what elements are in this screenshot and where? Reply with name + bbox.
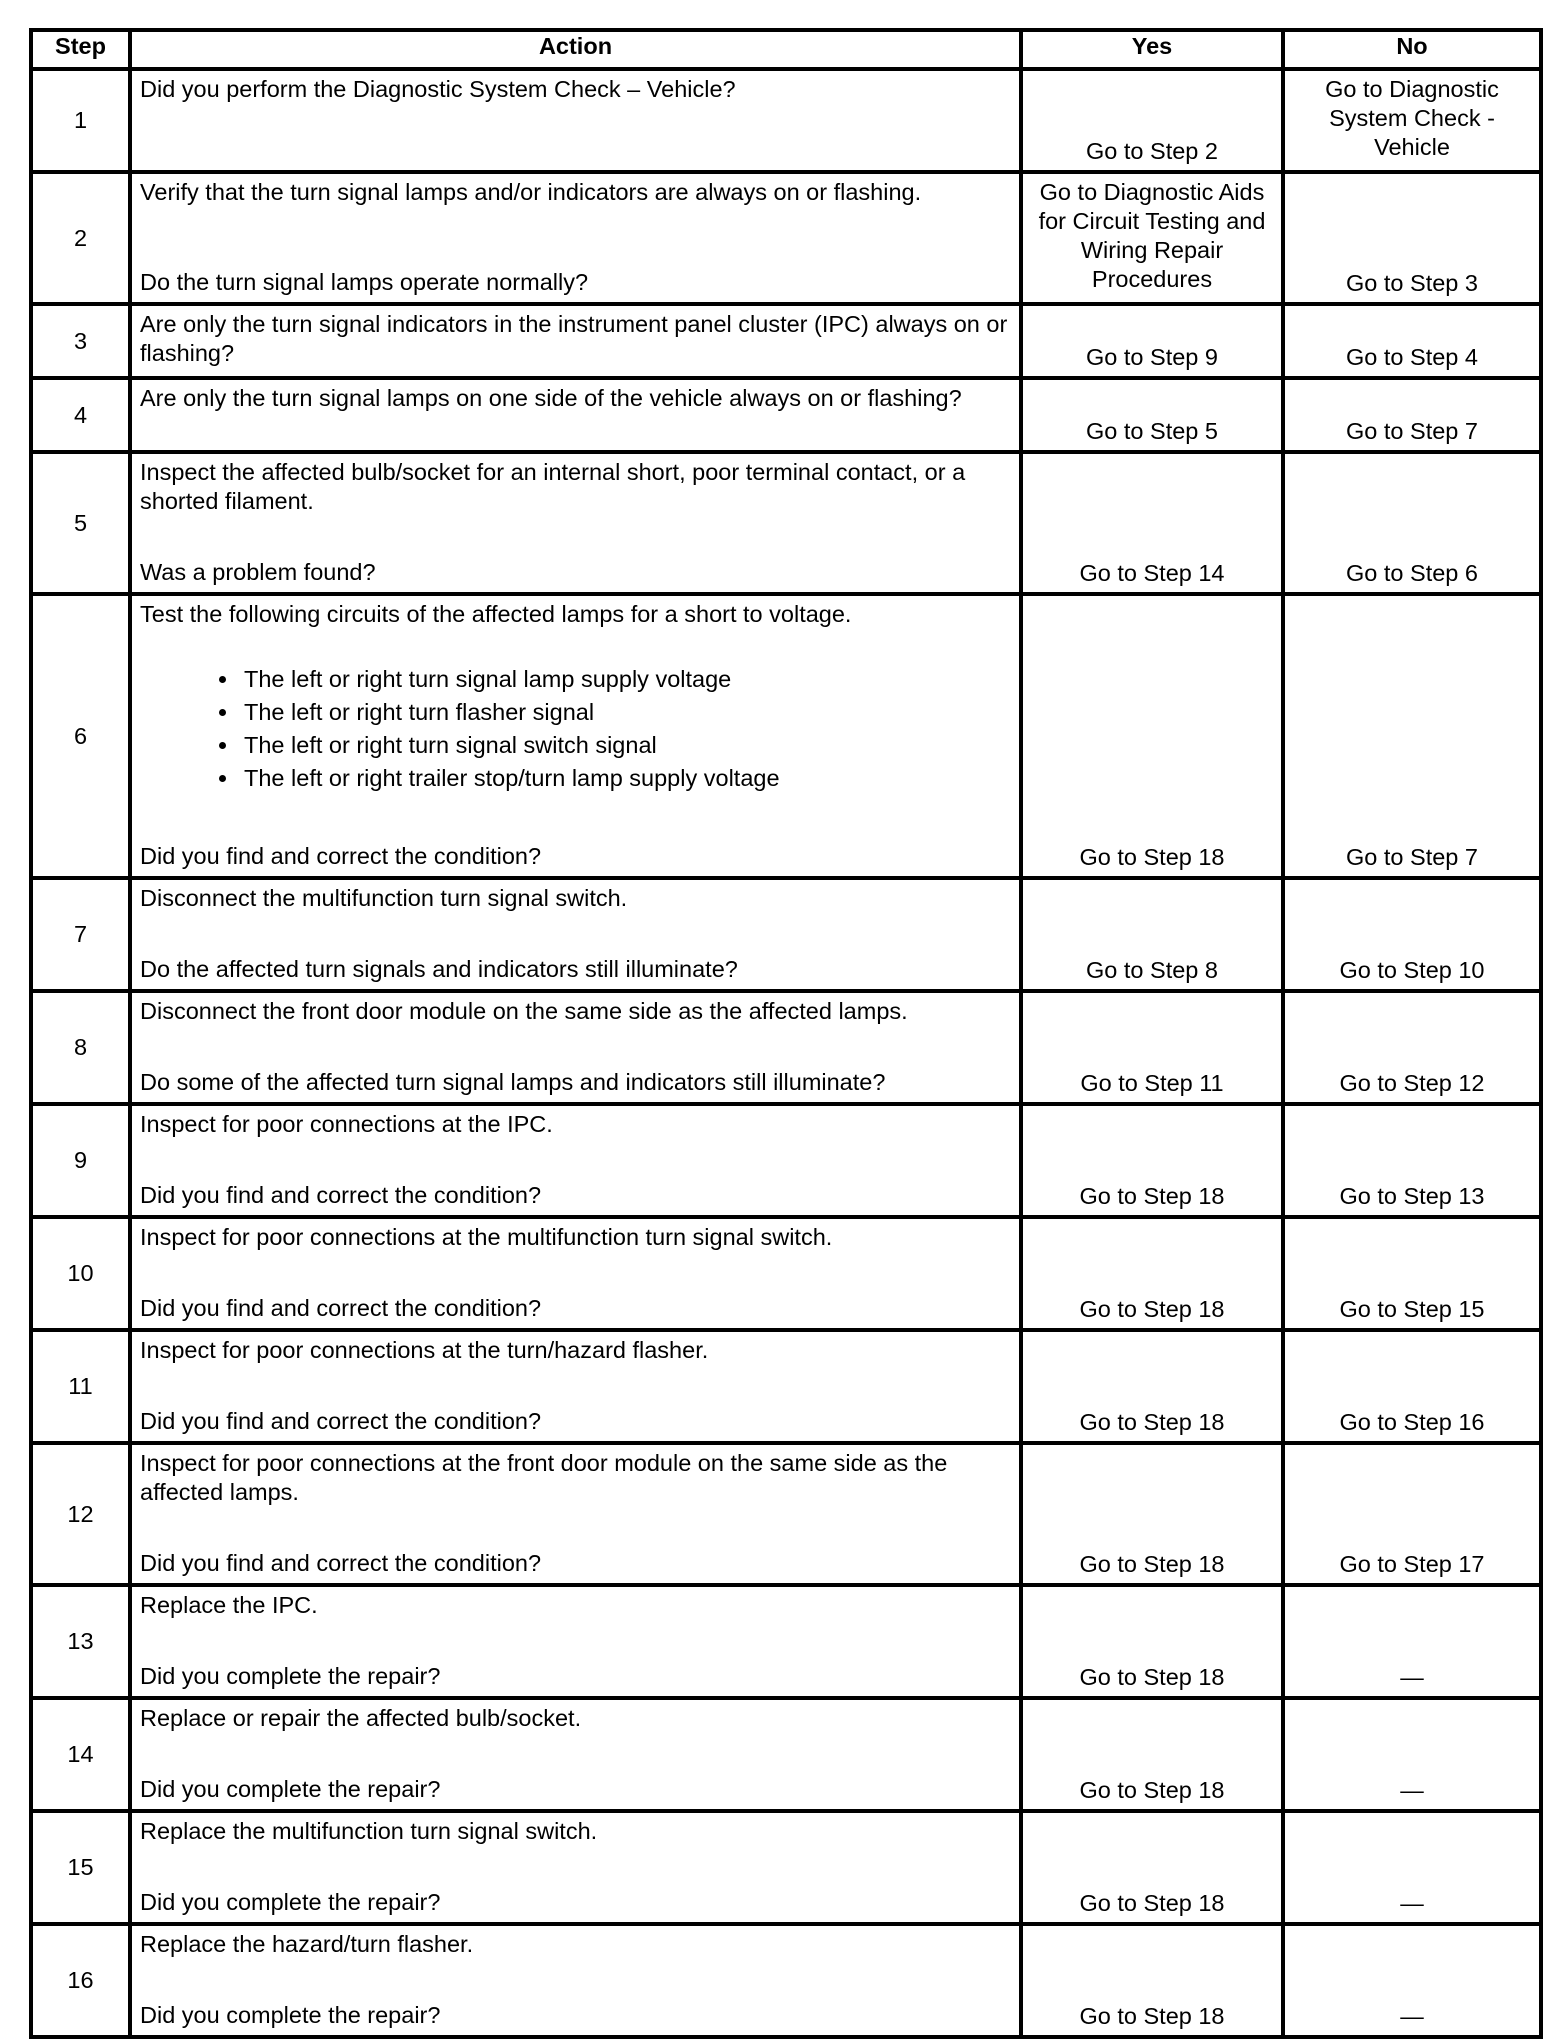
list-item: • The left or right turn signal lamp supply voltage [240, 665, 1011, 694]
action-question: Did you complete the repair? [140, 2002, 441, 2028]
step-number: 8 [31, 991, 130, 1104]
step-number: 10 [31, 1217, 130, 1330]
action-cell [130, 1217, 1021, 1330]
no-outcome: Go to Step 16 [1339, 1409, 1485, 1435]
table-row [31, 878, 1541, 991]
step-number: 15 [31, 1811, 130, 1924]
no-cell [1283, 304, 1541, 378]
no-outcome: — [1400, 1777, 1424, 1803]
action-text: Are only the turn signal lamps on one side of the vehicle always on or flashing? [140, 385, 962, 411]
header-no: No [1283, 30, 1541, 69]
yes-outcome: Go to Step 18 [1079, 844, 1225, 870]
yes-outcome: Go to Step 11 [1080, 1070, 1224, 1096]
no-outcome: Go to Step 7 [1346, 418, 1478, 444]
yes-cell [1021, 378, 1283, 452]
action-text: Disconnect the multifunction turn signal switch. [140, 885, 628, 911]
action-question: Did you complete the repair? [140, 1776, 441, 1802]
yes-outcome: Go to Step 2 [1086, 138, 1218, 164]
action-cell [130, 1585, 1021, 1698]
yes-cell [1021, 69, 1283, 172]
yes-cell [1021, 172, 1283, 304]
yes-outcome: Go to Step 18 [1079, 1409, 1225, 1435]
table-row [31, 378, 1541, 452]
no-outcome: — [1400, 1890, 1424, 1916]
yes-outcome: Go to Step 18 [1079, 2003, 1225, 2029]
yes-outcome: Go to Step 14 [1079, 560, 1225, 586]
table-row [31, 594, 1541, 878]
action-text: Inspect for poor connections at the turn/hazard flasher. [140, 1337, 709, 1363]
no-outcome: Go to Diagnostic System Check - Vehicle [1325, 76, 1499, 160]
no-outcome: — [1400, 2003, 1424, 2029]
table-row [31, 1104, 1541, 1217]
action-text: Inspect for poor connections at the front door module on the same side as the affected lamps. [140, 1450, 948, 1505]
action-question: Did you find and correct the condition? [140, 1550, 542, 1576]
list-item: • The left or right turn signal switch signal [240, 731, 1011, 760]
yes-cell [1021, 991, 1283, 1104]
step-number: 3 [31, 304, 130, 378]
no-cell [1283, 1217, 1541, 1330]
yes-cell [1021, 452, 1283, 594]
table-row [31, 69, 1541, 172]
yes-cell [1021, 878, 1283, 991]
list-item: • The left or right trailer stop/turn lamp supply voltage [240, 764, 1011, 793]
no-cell [1283, 1104, 1541, 1217]
table-row [31, 1443, 1541, 1585]
action-question: Did you find and correct the condition? [140, 1408, 542, 1434]
no-cell [1283, 991, 1541, 1104]
yes-cell [1021, 594, 1283, 878]
no-cell [1283, 172, 1541, 304]
action-question: Do the turn signal lamps operate normally? [140, 269, 589, 295]
yes-outcome: Go to Step 8 [1086, 957, 1218, 983]
action-question: Did you complete the repair? [140, 1889, 441, 1915]
no-cell [1283, 1443, 1541, 1585]
yes-cell [1021, 1698, 1283, 1811]
no-outcome: Go to Step 3 [1346, 270, 1478, 296]
no-cell [1283, 378, 1541, 452]
action-cell [130, 1330, 1021, 1443]
action-text: Disconnect the front door module on the same side as the affected lamps. [140, 998, 908, 1024]
action-question: Did you find and correct the condition? [140, 1295, 542, 1321]
action-cell [130, 594, 1021, 878]
action-question: Do some of the affected turn signal lamps and indicators still illuminate? [140, 1069, 886, 1095]
action-text: Inspect for poor connections at the IPC. [140, 1111, 553, 1137]
action-question: Did you complete the repair? [140, 1663, 441, 1689]
action-question: Was a problem found? [140, 559, 376, 585]
header-action: Action [130, 30, 1021, 69]
no-outcome: Go to Step 4 [1346, 344, 1478, 370]
no-outcome: Go to Step 10 [1339, 957, 1485, 983]
yes-cell [1021, 1104, 1283, 1217]
no-cell [1283, 1330, 1541, 1443]
action-cell [130, 1698, 1021, 1811]
action-cell [130, 69, 1021, 172]
action-text: Replace the IPC. [140, 1592, 318, 1618]
step-number: 9 [31, 1104, 130, 1217]
no-cell [1283, 1585, 1541, 1698]
yes-outcome: Go to Step 9 [1086, 344, 1218, 370]
yes-outcome: Go to Step 18 [1079, 1296, 1225, 1322]
no-cell [1283, 594, 1541, 878]
no-outcome: Go to Step 17 [1339, 1551, 1485, 1577]
yes-cell [1021, 1811, 1283, 1924]
table-row [31, 1811, 1541, 1924]
action-cell [130, 304, 1021, 378]
action-text: Test the following circuits of the affected lamps for a short to voltage. [140, 601, 852, 627]
no-outcome: Go to Step 15 [1339, 1296, 1485, 1322]
action-text: Are only the turn signal indicators in the instrument panel cluster (IPC) always on or flashing? [140, 311, 1008, 366]
yes-outcome: Go to Step 18 [1079, 1183, 1225, 1209]
yes-cell [1021, 1924, 1283, 2037]
yes-outcome: Go to Step 18 [1079, 1890, 1225, 1916]
no-cell [1283, 1698, 1541, 1811]
table-row [31, 1330, 1541, 1443]
table-row [31, 304, 1541, 378]
action-cell [130, 1924, 1021, 2037]
yes-cell [1021, 304, 1283, 378]
action-text: Replace the hazard/turn flasher. [140, 1931, 474, 1957]
table-row [31, 1585, 1541, 1698]
diagnostic-table [29, 28, 1543, 2039]
step-number: 5 [31, 452, 130, 594]
step-number: 13 [31, 1585, 130, 1698]
table-row [31, 1924, 1541, 2037]
table-row [31, 172, 1541, 304]
step-number: 16 [31, 1924, 130, 2037]
action-cell [130, 172, 1021, 304]
table-row [31, 991, 1541, 1104]
no-cell [1283, 1924, 1541, 2037]
action-text: Did you perform the Diagnostic System Check – Vehicle? [140, 76, 736, 102]
yes-outcome: Go to Step 5 [1086, 418, 1218, 444]
yes-cell [1021, 1330, 1283, 1443]
step-number: 1 [31, 69, 130, 172]
action-cell [130, 378, 1021, 452]
list-item: • The left or right turn flasher signal [240, 698, 1011, 727]
step-number: 2 [31, 172, 130, 304]
action-cell [130, 1104, 1021, 1217]
no-cell [1283, 69, 1541, 172]
action-question: Did you find and correct the condition? [140, 843, 542, 869]
circuit-list [140, 665, 1011, 793]
action-text: Inspect for poor connections at the multifunction turn signal switch. [140, 1224, 833, 1250]
table-row [31, 1217, 1541, 1330]
table-row [31, 452, 1541, 594]
yes-cell [1021, 1217, 1283, 1330]
no-outcome: — [1400, 1664, 1424, 1690]
yes-outcome: Go to Diagnostic Aids for Circuit Testing and Wiring Repair Procedures [1038, 179, 1266, 292]
action-cell [130, 1811, 1021, 1924]
action-question: Do the affected turn signals and indicators still illuminate? [140, 956, 738, 982]
table-row [31, 1698, 1541, 1811]
step-number: 14 [31, 1698, 130, 1811]
no-cell [1283, 1811, 1541, 1924]
action-question: Did you find and correct the condition? [140, 1182, 542, 1208]
yes-cell [1021, 1585, 1283, 1698]
no-outcome: Go to Step 12 [1339, 1070, 1485, 1096]
action-text: Replace the multifunction turn signal switch. [140, 1818, 598, 1844]
yes-outcome: Go to Step 18 [1079, 1777, 1225, 1803]
step-number: 6 [31, 594, 130, 878]
action-text: Replace or repair the affected bulb/socket. [140, 1705, 582, 1731]
step-number: 7 [31, 878, 130, 991]
no-outcome: Go to Step 6 [1346, 560, 1478, 586]
action-text: Inspect the affected bulb/socket for an internal short, poor terminal contact, or a shorted filament. [140, 459, 966, 514]
header-step: Step [31, 30, 130, 69]
yes-outcome: Go to Step 18 [1079, 1664, 1225, 1690]
yes-outcome: Go to Step 18 [1079, 1551, 1225, 1577]
header-yes: Yes [1021, 30, 1283, 69]
no-cell [1283, 452, 1541, 594]
step-number: 12 [31, 1443, 130, 1585]
yes-cell [1021, 1443, 1283, 1585]
action-cell [130, 1443, 1021, 1585]
no-outcome: Go to Step 13 [1339, 1183, 1485, 1209]
step-number: 4 [31, 378, 130, 452]
step-number: 11 [31, 1330, 130, 1443]
action-cell [130, 452, 1021, 594]
action-cell [130, 878, 1021, 991]
action-cell [130, 991, 1021, 1104]
action-text: Verify that the turn signal lamps and/or indicators are always on or flashing. [140, 179, 922, 205]
no-cell [1283, 878, 1541, 991]
header-row [31, 30, 1541, 69]
no-outcome: Go to Step 7 [1346, 844, 1478, 870]
